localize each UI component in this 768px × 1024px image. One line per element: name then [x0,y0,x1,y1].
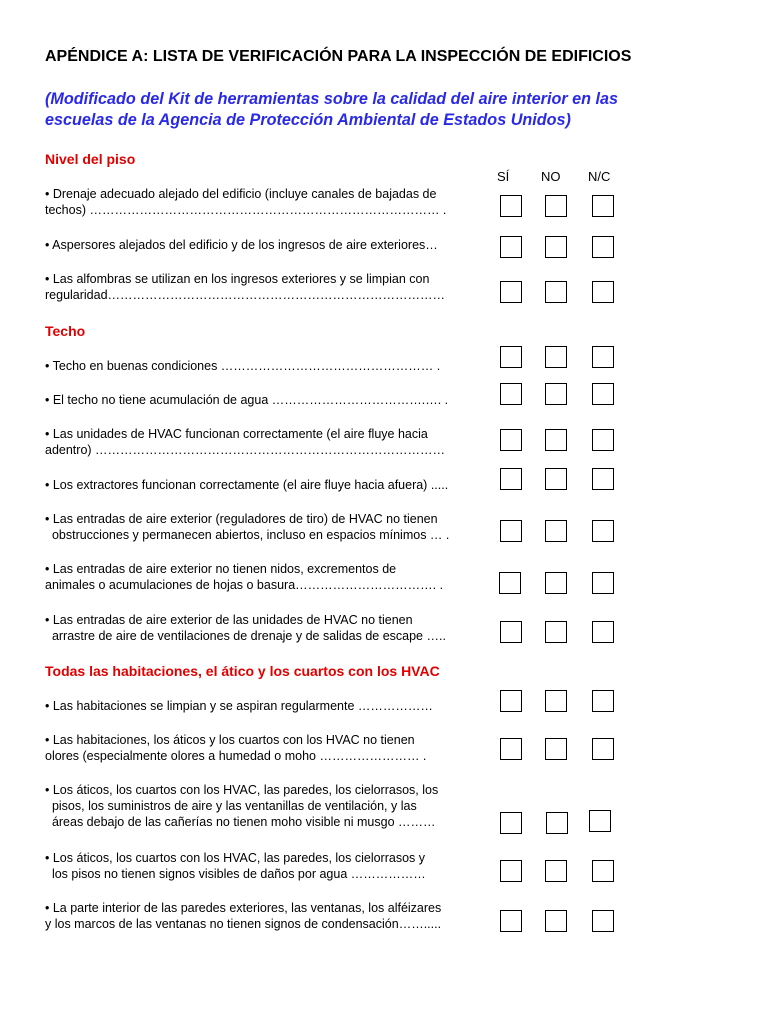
checkbox-si[interactable] [500,860,522,882]
checkbox-no[interactable] [545,468,567,490]
checklist-item: • El techo no tiene acumulación de agua ……………………………….…. . [45,393,449,407]
checkbox-no[interactable] [545,860,567,882]
checklist-item: • Aspersores alejados del edificio y de los ingresos de aire exteriores… [45,238,438,252]
checkbox-nc[interactable] [592,621,614,643]
checkbox-no[interactable] [545,346,567,368]
checkbox-si[interactable] [500,383,522,405]
checkbox-no[interactable] [545,621,567,643]
checkbox-nc[interactable] [592,860,614,882]
checkbox-no[interactable] [545,195,567,217]
checkbox-nc[interactable] [592,346,614,368]
page-subtitle [45,89,725,131]
checkbox-nc[interactable] [592,236,614,258]
checklist-item: • Las entradas de aire exterior de las unidades de HVAC no tienen arrastre de aire de ventilaciones de drenaje y de salidas de escape ….. [45,613,446,643]
checklist-item: • Las unidades de HVAC funcionan correctamente (el aire fluye hacia adentro) ………………………………………………………………………… [45,427,446,457]
checklist-item: • Las habitaciones se limpian y se aspiran regularmente ……………… [45,699,433,713]
section-title-habitaciones: Todas las habitaciones, el ático y los cuartos con los HVAC [45,663,440,679]
checkbox-si[interactable] [500,690,522,712]
column-header-nc: N/C [588,169,611,184]
checkbox-no[interactable] [545,429,567,451]
checklist-item: • Las entradas de aire exterior no tienen nidos, excrementos de animales o acumulaciones de hojas o basura……………………………. . [45,562,444,592]
checkbox-nc[interactable] [592,690,614,712]
checkbox-si[interactable] [500,738,522,760]
checkbox-nc[interactable] [592,429,614,451]
checklist-item: • Las alfombras se utilizan en los ingresos exteriores y se limpian con regularidad……………………………………………………………………… [45,272,446,302]
checkbox-nc[interactable] [592,572,614,594]
subtitle-line-1: (Modificado del Kit de herramientas sobre la calidad del aire interior en las [45,90,619,108]
checkbox-no[interactable] [545,236,567,258]
checkbox-nc[interactable] [592,195,614,217]
checklist-item: • Los extractores funcionan correctamente (el aire fluye hacia afuera) ..... [45,478,449,492]
checkbox-no[interactable] [545,281,567,303]
checkbox-si[interactable] [500,910,522,932]
checkbox-nc[interactable] [589,810,611,832]
checklist-item: • Los áticos, los cuartos con los HVAC, las paredes, los cielorrasos, los pisos, los suministros de aire y las ventanillas de ventilación, y las áreas debajo de las cañerías no tienen moho visible ni musgo ……… [45,783,439,829]
checkbox-si[interactable] [499,572,521,594]
checklist-item: • La parte interior de las paredes exteriores, las ventanas, los alféizares y los marcos de las ventanas no tienen signos de condensación……..... [45,901,442,931]
checkbox-no[interactable] [545,738,567,760]
checkbox-si[interactable] [500,346,522,368]
checkbox-nc[interactable] [592,520,614,542]
checkbox-nc[interactable] [592,383,614,405]
checklist-item: • Las entradas de aire exterior (reguladores de tiro) de HVAC no tienen obstrucciones y permanecen abiertos, incluso en espacios mínimos … . [45,512,450,542]
checkbox-si[interactable] [500,468,522,490]
checkbox-no[interactable] [545,520,567,542]
checklist-item: • Techo en buenas condiciones …………………………………………… . [45,359,441,373]
checkbox-si[interactable] [500,621,522,643]
checkbox-no[interactable] [546,812,568,834]
checkbox-si[interactable] [500,281,522,303]
column-header-no: NO [541,169,561,184]
checkbox-no[interactable] [545,910,567,932]
checkbox-si[interactable] [500,520,522,542]
section-title-nivel-del-piso: Nivel del piso [45,151,136,167]
checkbox-no[interactable] [545,572,567,594]
checkbox-nc[interactable] [592,468,614,490]
checkbox-si[interactable] [500,812,522,834]
subtitle-line-2: escuelas de la Agencia de Protección Ambiental de Estados Unidos) [45,111,571,129]
checklist-item: • Las habitaciones, los áticos y los cuartos con los HVAC no tienen olores (especialmente olores a humedad o moho …………………… . [45,733,427,763]
column-header-si: SÍ [497,169,510,184]
checkbox-nc[interactable] [592,281,614,303]
checkbox-no[interactable] [545,690,567,712]
checkbox-si[interactable] [500,236,522,258]
checkbox-si[interactable] [500,195,522,217]
checkbox-nc[interactable] [592,738,614,760]
checkbox-nc[interactable] [592,910,614,932]
section-title-techo: Techo [45,323,86,339]
page-title: APÉNDICE A: LISTA DE VERIFICACIÓN PARA LA INSPECCIÓN DE EDIFICIOS [45,48,632,65]
checklist-item: • Los áticos, los cuartos con los HVAC, las paredes, los cielorrasos y los pisos no tienen signos visibles de daños por agua ……………… [45,851,426,881]
checklist-item: • Drenaje adecuado alejado del edificio (incluye canales de bajadas de techos) ………………………………………………………………………… . [45,187,447,217]
checkbox-si[interactable] [500,429,522,451]
checkbox-no[interactable] [545,383,567,405]
